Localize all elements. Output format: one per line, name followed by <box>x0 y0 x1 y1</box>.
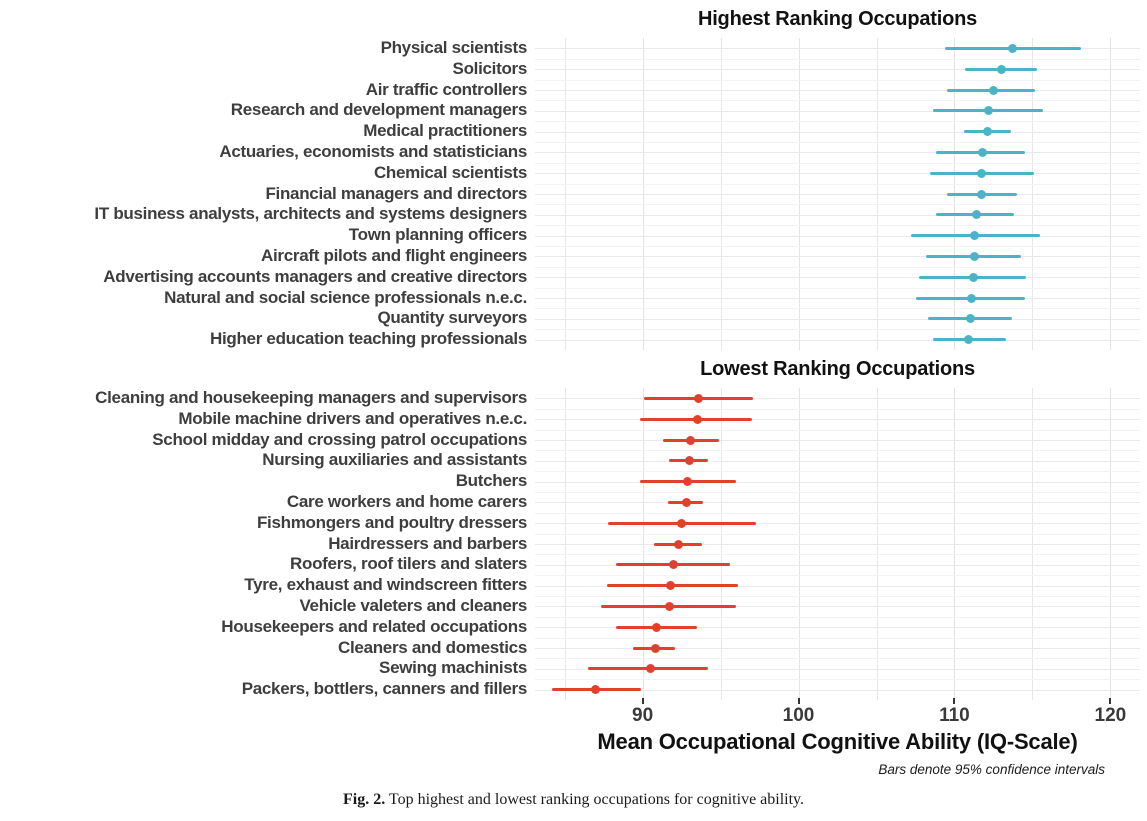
mean-dot <box>983 127 992 136</box>
y-axis-label: Physical scientists <box>380 38 527 57</box>
y-axis-labels <box>0 388 527 700</box>
y-gridline <box>535 256 1140 257</box>
mean-dot <box>978 148 987 157</box>
y-axis-label: Air traffic controllers <box>365 79 527 99</box>
plot-area <box>535 388 1140 700</box>
x-axis-tick-label: 120 <box>1094 705 1127 726</box>
y-minor-gridline <box>535 450 1140 451</box>
y-minor-gridline <box>535 59 1140 60</box>
mean-dot <box>686 436 695 445</box>
y-axis-label: Town planning officers <box>348 225 527 245</box>
x-axis-title: Mean Occupational Cognitive Ability (IQ-Scale) <box>597 729 1078 754</box>
mean-dot <box>972 210 981 219</box>
y-minor-gridline <box>535 184 1140 185</box>
y-axis-label: Sewing machinists <box>379 658 527 678</box>
y-axis-label: Packers, bottlers, canners and fillers <box>241 679 527 699</box>
y-axis-label: Housekeepers and related occupations <box>221 616 527 636</box>
y-gridline <box>535 194 1140 195</box>
mean-dot <box>693 415 702 424</box>
y-axis-label: Care workers and home carers <box>286 492 527 511</box>
mean-dot <box>997 65 1006 74</box>
y-gridline <box>535 111 1140 112</box>
x-axis-tick-label: 90 <box>632 705 654 726</box>
y-minor-gridline <box>535 329 1140 330</box>
y-minor-gridline <box>535 658 1140 659</box>
y-axis-label: Mobile machine drivers and operatives n.e.c. <box>178 408 527 428</box>
x-axis-tick-label: 110 <box>939 705 970 726</box>
mean-dot <box>652 623 661 632</box>
mean-dot <box>694 394 703 403</box>
figure-caption-tag: Fig. 2. <box>342 791 386 808</box>
y-axis-label: Tyre, exhaust and windscreen fitters <box>244 575 527 595</box>
y-minor-gridline <box>535 225 1140 226</box>
y-minor-gridline <box>535 575 1140 576</box>
mean-dot <box>677 519 686 528</box>
y-gridline <box>535 398 1140 399</box>
mean-dot <box>646 664 655 673</box>
y-gridline <box>535 419 1140 420</box>
y-minor-gridline <box>535 163 1140 164</box>
y-gridline <box>535 502 1140 503</box>
y-axis-label: Nursing auxiliaries and assistants <box>262 450 527 470</box>
y-axis-label: Butchers <box>455 471 527 491</box>
mean-dot <box>591 685 600 694</box>
y-axis-label: Research and development managers <box>230 100 527 120</box>
y-axis-label: Hairdressers and barbers <box>328 533 527 553</box>
mean-dot <box>683 477 692 486</box>
y-minor-gridline <box>535 679 1140 680</box>
y-axis-label: IT business analysts, architects and systems designers <box>94 204 527 224</box>
y-axis-label: Natural and social science professionals n.e.c. <box>164 287 527 307</box>
y-axis-label: Medical practitioners <box>363 121 527 141</box>
y-minor-gridline <box>535 430 1140 431</box>
mean-dot <box>970 231 979 240</box>
y-axis-label: School midday and crossing patrol occupations <box>152 429 527 449</box>
y-gridline <box>535 648 1140 649</box>
y-gridline <box>535 544 1140 545</box>
figure-caption-text: Top highest and lowest ranking occupations for cognitive ability. <box>388 791 805 808</box>
y-axis-label: Fishmongers and poultry dressers <box>256 512 527 532</box>
y-gridline <box>535 69 1140 70</box>
panel-title-lowest-ranking: Lowest Ranking Occupations <box>700 358 975 380</box>
y-axis-label: Higher education teaching professionals <box>209 329 527 349</box>
x-axis-tick <box>798 698 800 704</box>
y-minor-gridline <box>535 638 1140 639</box>
mean-dot <box>665 602 674 611</box>
mean-dot <box>969 273 978 282</box>
y-axis-label: Quantity surveyors <box>377 308 527 328</box>
mean-dot <box>977 190 986 199</box>
x-axis <box>535 698 1140 732</box>
y-gridline <box>535 298 1140 299</box>
y-gridline <box>535 461 1140 462</box>
y-gridline <box>535 340 1140 341</box>
y-minor-gridline <box>535 513 1140 514</box>
mean-dot <box>1008 44 1017 53</box>
y-gridline <box>535 152 1140 153</box>
plot-area <box>535 38 1140 350</box>
x-axis-tick <box>953 698 955 704</box>
y-gridline <box>535 236 1140 237</box>
x-axis-tick-label: 100 <box>782 705 815 726</box>
y-gridline <box>535 482 1140 483</box>
y-minor-gridline <box>535 409 1140 410</box>
y-gridline <box>535 173 1140 174</box>
y-minor-gridline <box>535 492 1140 493</box>
mean-dot <box>669 560 678 569</box>
y-axis-label: Financial managers and directors <box>265 183 527 203</box>
y-axis-label: Vehicle valeters and cleaners <box>299 596 527 615</box>
mean-dot <box>984 106 993 115</box>
mean-dot <box>970 252 979 261</box>
panel-title-highest-ranking: Highest Ranking Occupations <box>697 8 978 30</box>
y-minor-gridline <box>535 554 1140 555</box>
y-gridline <box>535 319 1140 320</box>
y-axis-labels <box>0 38 527 350</box>
mean-dot <box>651 644 660 653</box>
y-gridline <box>535 132 1140 133</box>
y-axis-label: Aircraft pilots and flight engineers <box>261 246 527 265</box>
y-gridline <box>535 90 1140 91</box>
figure-caption <box>0 791 1147 809</box>
y-axis-label: Cleaners and domestics <box>338 637 527 657</box>
mean-dot <box>989 86 998 95</box>
y-minor-gridline <box>535 596 1140 597</box>
y-minor-gridline <box>535 471 1140 472</box>
y-minor-gridline <box>535 308 1140 309</box>
mean-dot <box>964 335 973 344</box>
y-minor-gridline <box>535 121 1140 122</box>
y-gridline <box>535 277 1140 278</box>
mean-dot <box>685 456 694 465</box>
mean-dot <box>977 169 986 178</box>
y-minor-gridline <box>535 288 1140 289</box>
x-axis-tick <box>1109 698 1111 704</box>
y-minor-gridline <box>535 204 1140 205</box>
mean-dot <box>682 498 691 507</box>
y-axis-label: Advertising accounts managers and creative directors <box>103 266 527 286</box>
mean-dot <box>966 314 975 323</box>
y-axis-label: Roofers, roof tilers and slaters <box>290 554 527 574</box>
y-minor-gridline <box>535 80 1140 81</box>
y-minor-gridline <box>535 534 1140 535</box>
mean-dot <box>666 581 675 590</box>
y-minor-gridline <box>535 617 1140 618</box>
y-minor-gridline <box>535 267 1140 268</box>
ci-note: Bars denote 95% confidence intervals <box>878 762 1105 777</box>
y-axis-label: Cleaning and housekeeping managers and supervisors <box>95 388 527 407</box>
mean-dot <box>674 540 683 549</box>
y-gridline <box>535 440 1140 441</box>
y-axis-label: Chemical scientists <box>373 162 527 182</box>
y-axis-label: Solicitors <box>452 58 527 78</box>
y-minor-gridline <box>535 100 1140 101</box>
y-gridline <box>535 215 1140 216</box>
y-minor-gridline <box>535 246 1140 247</box>
x-axis-tick <box>642 698 644 704</box>
y-minor-gridline <box>535 142 1140 143</box>
y-axis-label: Actuaries, economists and statisticians <box>219 142 527 161</box>
mean-dot <box>967 294 976 303</box>
